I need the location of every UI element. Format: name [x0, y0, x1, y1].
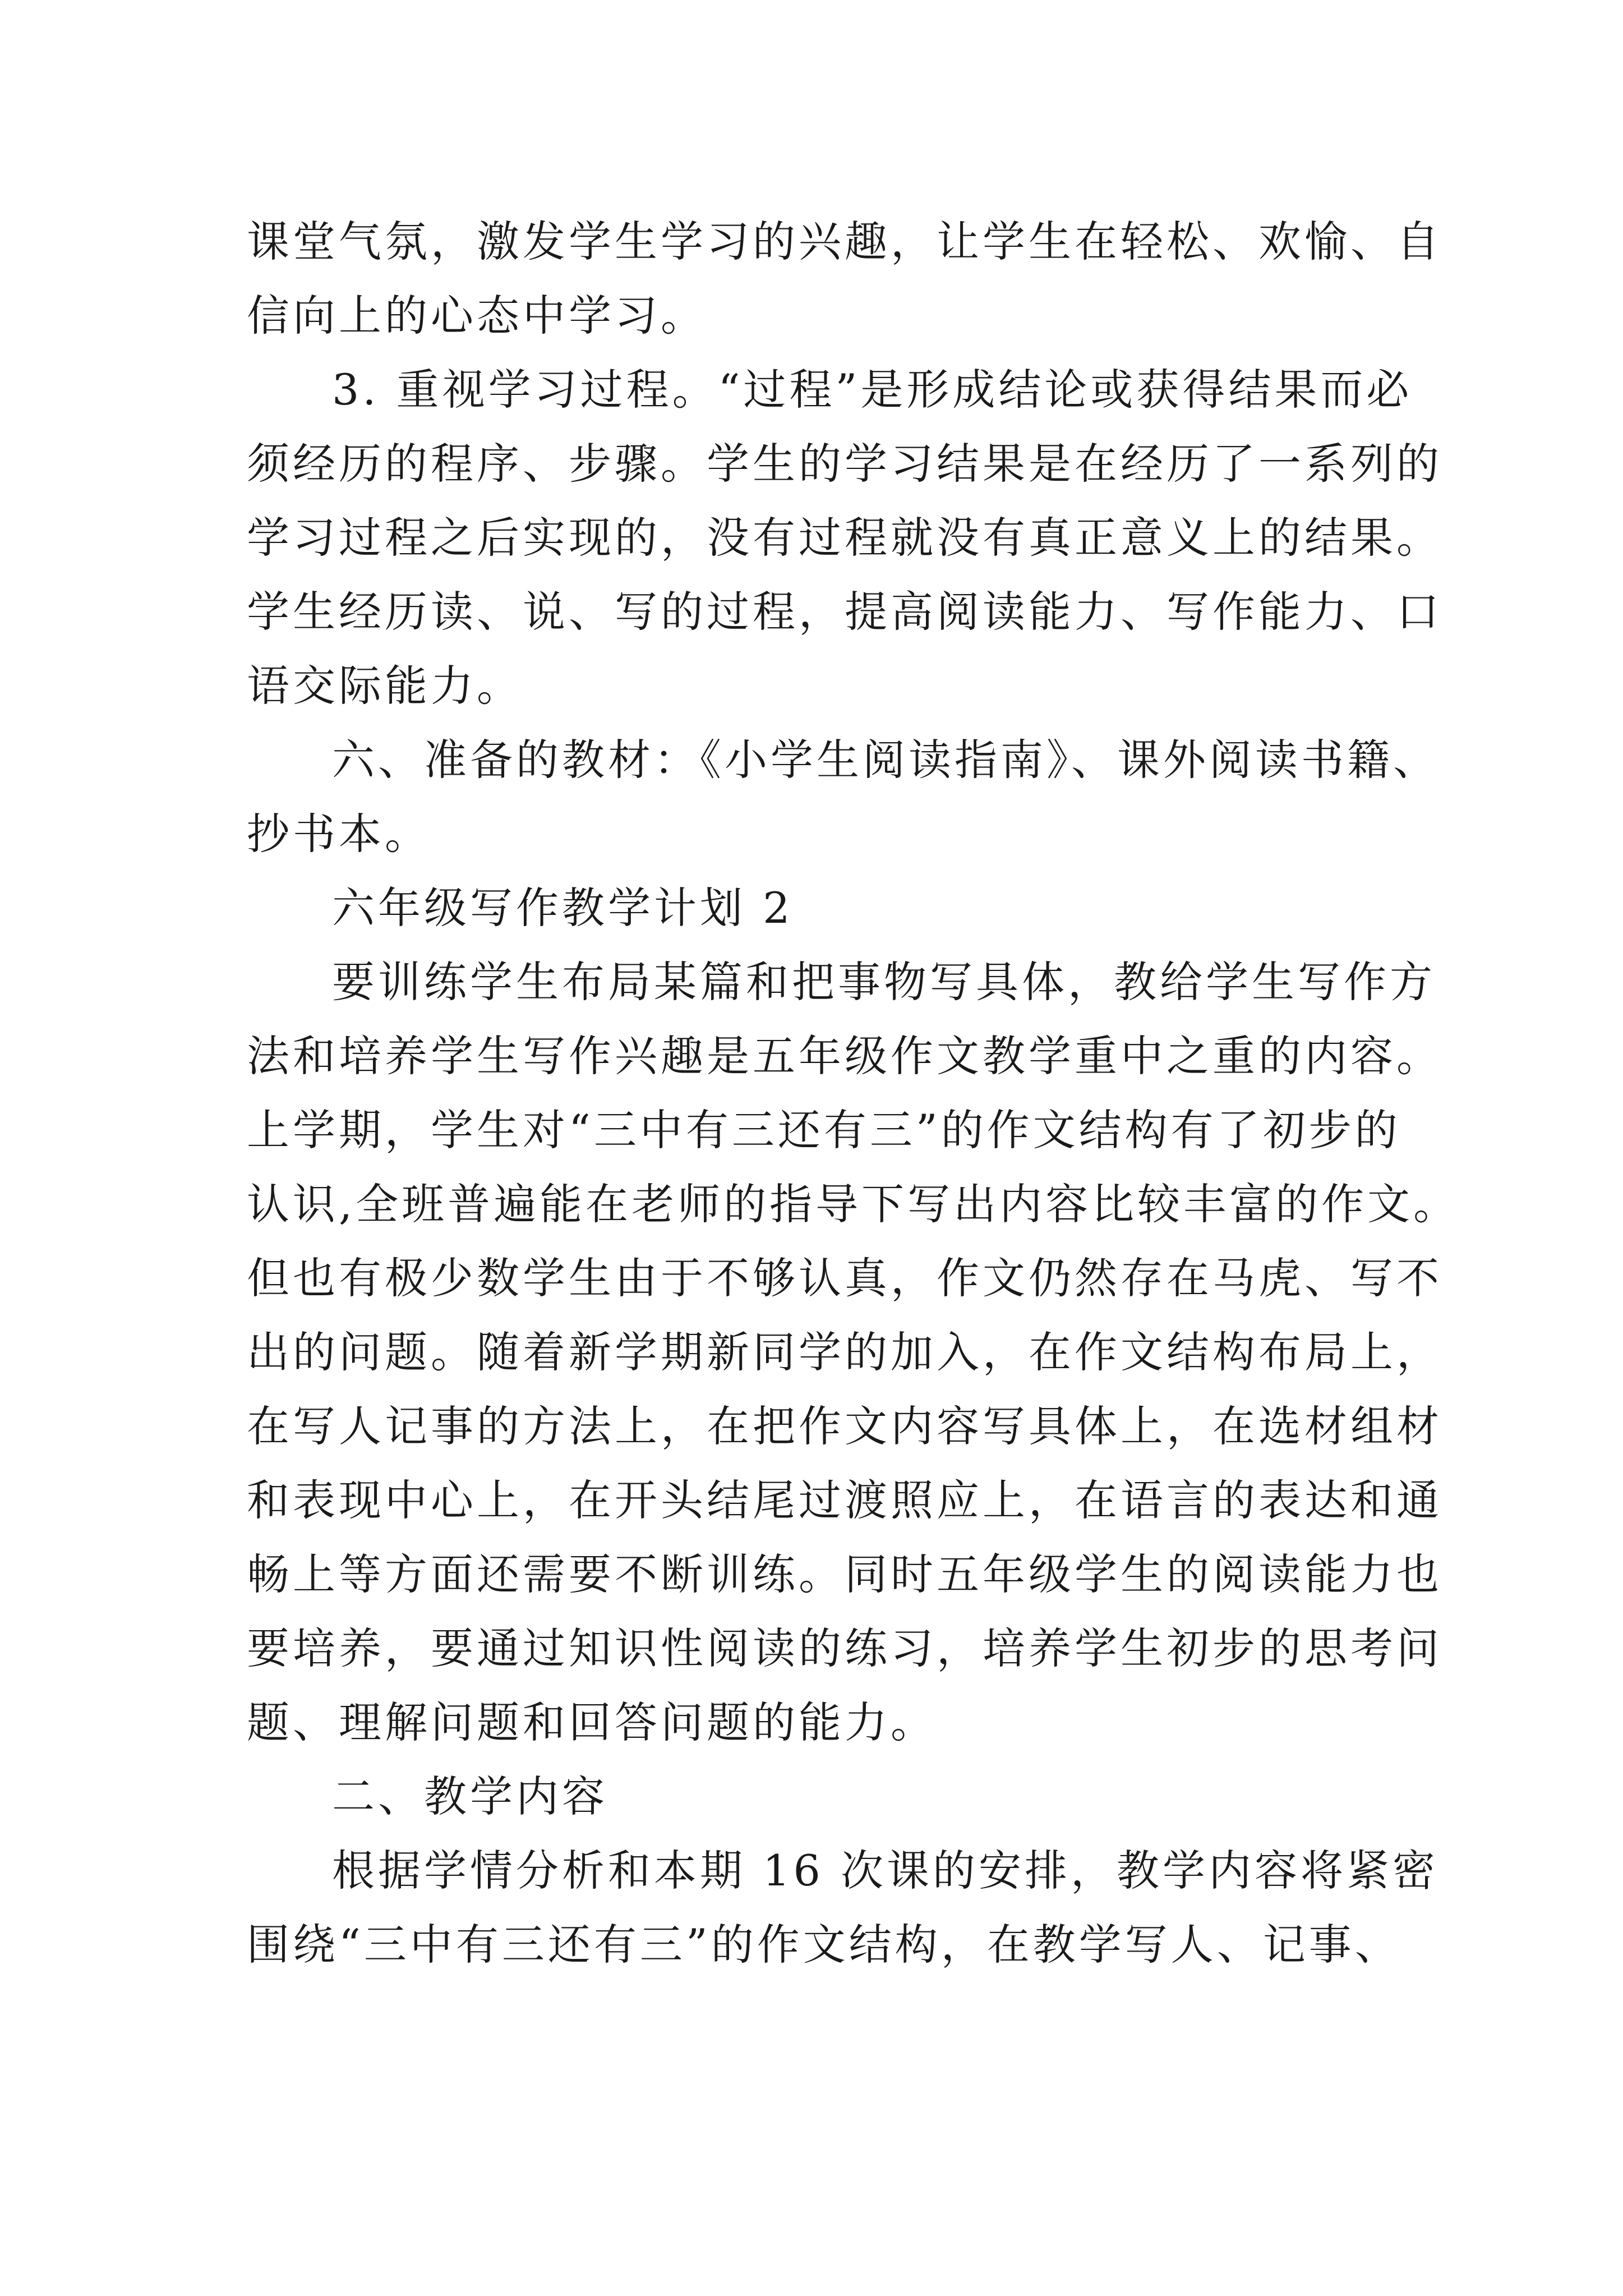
section-heading: 二、教学内容 — [332, 1772, 608, 1821]
text-line: 课堂气氛，激发学生学习的兴趣，让学生在轻松、欢愉、自 — [247, 217, 1442, 266]
text-line: 语交际能力。 — [247, 661, 523, 711]
paragraph-first-line: 要训练学生布局某篇和把事物写具体，教给学生写作方 — [332, 957, 1436, 1007]
paragraph-first-line: 根据学情分析和本期 16 次课的安排，教学内容将紧密 — [332, 1846, 1439, 1895]
text-line: 须经历的程序、步骤。学生的学习结果是在经历了一系列的 — [247, 439, 1442, 489]
text-line: 学习过程之后实现的，没有过程就没有真正意义上的结果。 — [247, 513, 1442, 563]
text-line: 认识,全班普遍能在老师的指导下写出内容比较丰富的作文。 — [247, 1179, 1460, 1229]
paragraph-first-line: 六、准备的教材：《小学生阅读指南》、课外阅读书籍、 — [332, 735, 1439, 785]
section-heading: 六年级写作教学计划 2 — [332, 883, 794, 933]
text-line: 学生经历读、说、写的过程，提高阅读能力、写作能力、口 — [247, 587, 1442, 637]
text-line: 但也有极少数学生由于不够认真，作文仍然存在马虎、写不 — [247, 1253, 1442, 1303]
text-line: 畅上等方面还需要不断训练。同时五年级学生的阅读能力也 — [247, 1549, 1442, 1599]
text-line: 围绕“三中有三还有三”的作文结构，在教学写人、记事、 — [247, 1920, 1401, 1970]
text-line: 法和培养学生写作兴趣是五年级作文教学重中之重的内容。 — [247, 1031, 1442, 1081]
text-line: 上学期，学生对“三中有三还有三”的作文结构有了初步的 — [247, 1105, 1401, 1155]
text-line: 和表现中心上，在开头结尾过渡照应上，在语言的表达和通 — [247, 1475, 1442, 1525]
text-line: 抄书本。 — [247, 809, 431, 859]
paragraph-first-line: 3. 重视学习过程。“过程”是形成结论或获得结果而必 — [332, 365, 1413, 415]
text-line: 出的问题。随着新学期新同学的加入，在作文结构布局上， — [247, 1327, 1442, 1377]
text-line: 在写人记事的方法上，在把作文内容写具体上，在选材组材 — [247, 1401, 1442, 1451]
text-line: 信向上的心态中学习。 — [247, 291, 707, 341]
text-line: 题、理解问题和回答问题的能力。 — [247, 1697, 937, 1747]
document-body — [247, 205, 1460, 1982]
text-line: 要培养，要通过知识性阅读的练习，培养学生初步的思考问 — [247, 1623, 1442, 1673]
